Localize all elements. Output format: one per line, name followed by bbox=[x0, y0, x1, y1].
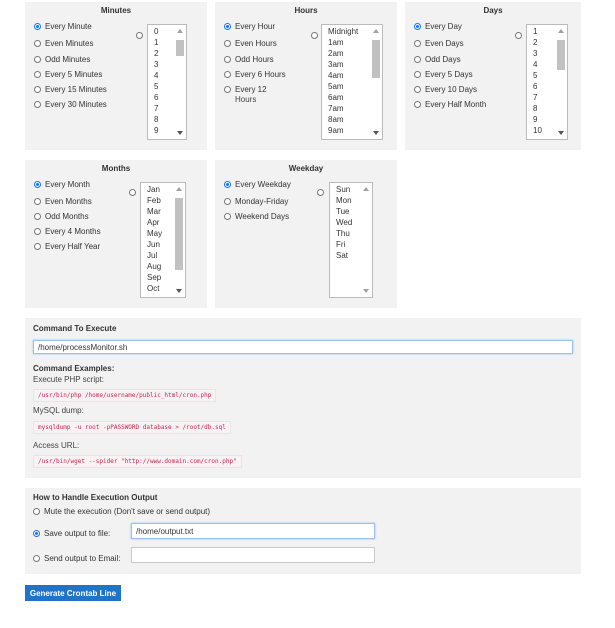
days-option-10[interactable]: Every 10 Days bbox=[414, 85, 477, 94]
list-item[interactable]: 1am bbox=[328, 38, 344, 47]
weekday-option-weekend[interactable]: Weekend Days bbox=[224, 212, 289, 221]
list-item[interactable]: 7 bbox=[154, 104, 159, 113]
months-option-4[interactable]: Every 4 Months bbox=[34, 227, 101, 236]
radio-icon[interactable] bbox=[34, 101, 41, 108]
url-example-code: /usr/bin/wget --spider "http://www.domain.com/cron.php" bbox=[33, 455, 242, 468]
list-item[interactable]: 0 bbox=[154, 27, 159, 36]
days-panel bbox=[405, 2, 581, 150]
radio-icon[interactable] bbox=[34, 228, 41, 235]
days-title: Days bbox=[483, 6, 503, 15]
list-item[interactable]: May bbox=[147, 229, 163, 238]
list-item[interactable]: 8am bbox=[328, 115, 344, 124]
scroll-up-icon[interactable] bbox=[176, 187, 182, 191]
hours-listbox[interactable] bbox=[321, 24, 383, 140]
scroll-up-icon[interactable] bbox=[373, 29, 379, 33]
hours-title: Hours bbox=[294, 6, 318, 15]
scrollbar-thumb[interactable] bbox=[175, 198, 183, 270]
weekday-option-mon-fri[interactable]: Monday-Friday bbox=[224, 197, 288, 206]
list-item[interactable]: Jun bbox=[147, 240, 160, 249]
radio-icon[interactable] bbox=[224, 86, 231, 93]
weekday-panel bbox=[215, 160, 397, 308]
weekday-option-every[interactable]: Every Weekday bbox=[224, 180, 291, 189]
list-item[interactable]: 2 bbox=[533, 38, 538, 47]
radio-icon[interactable] bbox=[34, 213, 41, 220]
days-custom-radio[interactable] bbox=[515, 32, 522, 39]
scroll-down-icon[interactable] bbox=[177, 131, 183, 135]
list-item[interactable]: 8 bbox=[533, 104, 538, 113]
list-item[interactable]: 5 bbox=[154, 82, 159, 91]
list-item[interactable]: Jul bbox=[147, 251, 158, 260]
radio-icon[interactable] bbox=[224, 23, 231, 30]
radio-icon[interactable] bbox=[414, 23, 421, 30]
command-title: Command To Execute bbox=[33, 324, 117, 333]
scroll-down-icon[interactable] bbox=[373, 131, 379, 135]
months-title: Months bbox=[101, 164, 131, 173]
list-item[interactable]: Thu bbox=[336, 229, 350, 238]
minutes-custom-radio[interactable] bbox=[136, 32, 143, 39]
url-example-label: Access URL: bbox=[33, 441, 80, 450]
scroll-down-icon[interactable] bbox=[176, 289, 182, 293]
list-item[interactable]: 7am bbox=[328, 104, 344, 113]
command-panel bbox=[25, 318, 581, 478]
scrollbar-thumb[interactable] bbox=[557, 40, 565, 70]
radio-icon[interactable] bbox=[33, 530, 40, 537]
generate-crontab-button[interactable]: Generate Crontab Line bbox=[25, 585, 121, 601]
radio-icon[interactable] bbox=[34, 23, 41, 30]
list-item[interactable]: 2am bbox=[328, 49, 344, 58]
list-item[interactable]: 4 bbox=[533, 60, 538, 69]
months-option-odd[interactable]: Odd Months bbox=[34, 212, 89, 221]
list-item[interactable]: 6 bbox=[154, 93, 159, 102]
radio-icon[interactable] bbox=[414, 86, 421, 93]
list-item[interactable]: 4am bbox=[328, 71, 344, 80]
hours-custom-radio[interactable] bbox=[311, 32, 318, 39]
output-option-mute[interactable]: Mute the execution (Don't save or send output) bbox=[33, 507, 210, 516]
months-option-every-month[interactable]: Every Month bbox=[34, 180, 90, 189]
days-option-half-month[interactable]: Every Half Month bbox=[414, 100, 486, 109]
minutes-listbox[interactable] bbox=[147, 24, 187, 140]
weekday-listbox[interactable] bbox=[329, 182, 373, 298]
list-item[interactable]: 2 bbox=[154, 49, 159, 58]
radio-icon[interactable] bbox=[33, 508, 40, 515]
radio-icon[interactable] bbox=[414, 101, 421, 108]
radio-icon[interactable] bbox=[414, 71, 421, 78]
list-item[interactable]: Jan bbox=[147, 185, 160, 194]
scroll-up-icon[interactable] bbox=[363, 187, 369, 191]
list-item[interactable]: Oct bbox=[147, 284, 160, 293]
list-item[interactable]: Wed bbox=[336, 218, 353, 227]
months-option-even[interactable]: Even Months bbox=[34, 197, 92, 206]
days-option-every-day[interactable]: Every Day bbox=[414, 22, 462, 31]
list-item[interactable]: Fri bbox=[336, 240, 346, 249]
radio-icon[interactable] bbox=[224, 181, 231, 188]
minutes-panel bbox=[25, 2, 207, 150]
hours-option-even[interactable]: Even Hours bbox=[224, 39, 277, 48]
list-item[interactable]: Aug bbox=[147, 262, 162, 271]
radio-icon[interactable] bbox=[414, 56, 421, 63]
list-item[interactable]: Mar bbox=[147, 207, 161, 216]
radio-icon[interactable] bbox=[34, 40, 41, 47]
radio-icon[interactable] bbox=[224, 213, 231, 220]
radio-icon[interactable] bbox=[224, 40, 231, 47]
mysql-example-code: mysqldump -u root -pPASSWORD database > /root/db.sql bbox=[33, 421, 231, 434]
list-item[interactable]: Feb bbox=[147, 196, 161, 205]
minutes-option-even[interactable]: Even Minutes bbox=[34, 39, 93, 48]
scroll-up-icon[interactable] bbox=[558, 29, 564, 33]
list-item[interactable]: Sep bbox=[147, 273, 162, 282]
list-item[interactable]: 3 bbox=[533, 49, 538, 58]
radio-icon[interactable] bbox=[224, 71, 231, 78]
list-item[interactable]: Mon bbox=[336, 196, 352, 205]
scrollbar[interactable] bbox=[556, 26, 566, 138]
radio-icon[interactable] bbox=[34, 198, 41, 205]
minutes-option-odd[interactable]: Odd Minutes bbox=[34, 55, 90, 64]
radio-icon[interactable] bbox=[34, 56, 41, 63]
scrollbar[interactable] bbox=[174, 184, 184, 296]
days-option-odd[interactable]: Odd Days bbox=[414, 55, 461, 64]
days-option-5[interactable]: Every 5 Days bbox=[414, 70, 473, 79]
list-item[interactable]: 6am bbox=[328, 93, 344, 102]
command-input[interactable]: /home/processMonitor.sh bbox=[33, 340, 573, 354]
list-item[interactable]: 8 bbox=[154, 115, 159, 124]
list-item[interactable]: 7 bbox=[533, 93, 538, 102]
minutes-option-5[interactable]: Every 5 Minutes bbox=[34, 70, 102, 79]
list-item[interactable]: Midnight bbox=[328, 27, 359, 36]
radio-icon[interactable] bbox=[33, 555, 40, 562]
radio-icon[interactable] bbox=[224, 56, 231, 63]
hours-option-6[interactable]: Every 6 Hours bbox=[224, 70, 286, 79]
months-listbox[interactable] bbox=[140, 182, 186, 298]
list-item[interactable]: 1 bbox=[154, 38, 159, 47]
radio-icon[interactable] bbox=[414, 40, 421, 47]
months-custom-radio[interactable] bbox=[129, 189, 136, 196]
list-item[interactable]: 3 bbox=[154, 60, 159, 69]
list-item[interactable]: 5am bbox=[328, 82, 344, 91]
scrollbar-thumb[interactable] bbox=[176, 40, 184, 56]
months-option-half-year[interactable]: Every Half Year bbox=[34, 242, 100, 251]
output-panel bbox=[25, 488, 581, 574]
output-title: How to Handle Execution Output bbox=[33, 493, 158, 502]
list-item[interactable]: Sun bbox=[336, 185, 351, 194]
list-item[interactable]: 4 bbox=[154, 71, 159, 80]
weekday-title: Weekday bbox=[288, 164, 324, 173]
days-option-even[interactable]: Even Days bbox=[414, 39, 464, 48]
php-example-label: Execute PHP script: bbox=[33, 375, 104, 384]
scroll-down-icon[interactable] bbox=[363, 289, 369, 293]
hours-option-12[interactable]: Every 12 bbox=[224, 85, 267, 94]
hours-option-odd[interactable]: Odd Hours bbox=[224, 55, 274, 64]
list-item[interactable]: Apr bbox=[147, 218, 160, 227]
months-panel bbox=[25, 160, 207, 308]
days-listbox[interactable] bbox=[526, 24, 568, 140]
hours-panel bbox=[215, 2, 397, 150]
command-examples-title: Command Examples: bbox=[33, 364, 115, 373]
mysql-example-label: MySQL dump: bbox=[33, 406, 84, 415]
scrollbar[interactable] bbox=[175, 26, 185, 138]
minutes-option-every-minute[interactable]: Every Minute bbox=[34, 22, 92, 31]
scrollbar[interactable] bbox=[361, 184, 371, 296]
scrollbar-thumb[interactable] bbox=[372, 40, 380, 78]
php-example-code: /usr/bin/php /home/username/public_html/cron.php bbox=[33, 389, 216, 402]
radio-icon[interactable] bbox=[34, 181, 41, 188]
scroll-down-icon[interactable] bbox=[558, 131, 564, 135]
radio-icon[interactable] bbox=[34, 243, 41, 250]
radio-icon[interactable] bbox=[224, 198, 231, 205]
list-item[interactable]: Sat bbox=[336, 251, 349, 260]
scroll-up-icon[interactable] bbox=[177, 29, 183, 33]
list-item[interactable]: 6 bbox=[533, 82, 538, 91]
output-option-email[interactable]: Send output to Email: bbox=[33, 554, 121, 563]
minutes-option-15[interactable]: Every 15 Minutes bbox=[34, 85, 107, 94]
list-item[interactable]: 9 bbox=[154, 126, 159, 135]
hours-option-every-hour[interactable]: Every Hour bbox=[224, 22, 275, 31]
output-file-input[interactable]: /home/output.txt bbox=[131, 523, 375, 539]
radio-icon[interactable] bbox=[34, 86, 41, 93]
list-item[interactable]: 3am bbox=[328, 60, 344, 69]
list-item[interactable]: 10 bbox=[533, 126, 542, 135]
list-item[interactable]: 5 bbox=[533, 71, 538, 80]
list-item[interactable]: Tue bbox=[336, 207, 350, 216]
output-option-file[interactable]: Save output to file: bbox=[33, 529, 110, 538]
output-email-input[interactable] bbox=[131, 547, 375, 563]
minutes-option-30[interactable]: Every 30 Minutes bbox=[34, 100, 107, 109]
radio-icon[interactable] bbox=[34, 71, 41, 78]
minutes-title: Minutes bbox=[100, 6, 132, 15]
weekday-custom-radio[interactable] bbox=[317, 189, 324, 196]
list-item[interactable]: 1 bbox=[533, 27, 538, 36]
hours-option-12-cont: Hours bbox=[235, 95, 257, 104]
list-item[interactable]: 9am bbox=[328, 126, 344, 135]
list-item[interactable]: 9 bbox=[533, 115, 538, 124]
scrollbar[interactable] bbox=[371, 26, 381, 138]
